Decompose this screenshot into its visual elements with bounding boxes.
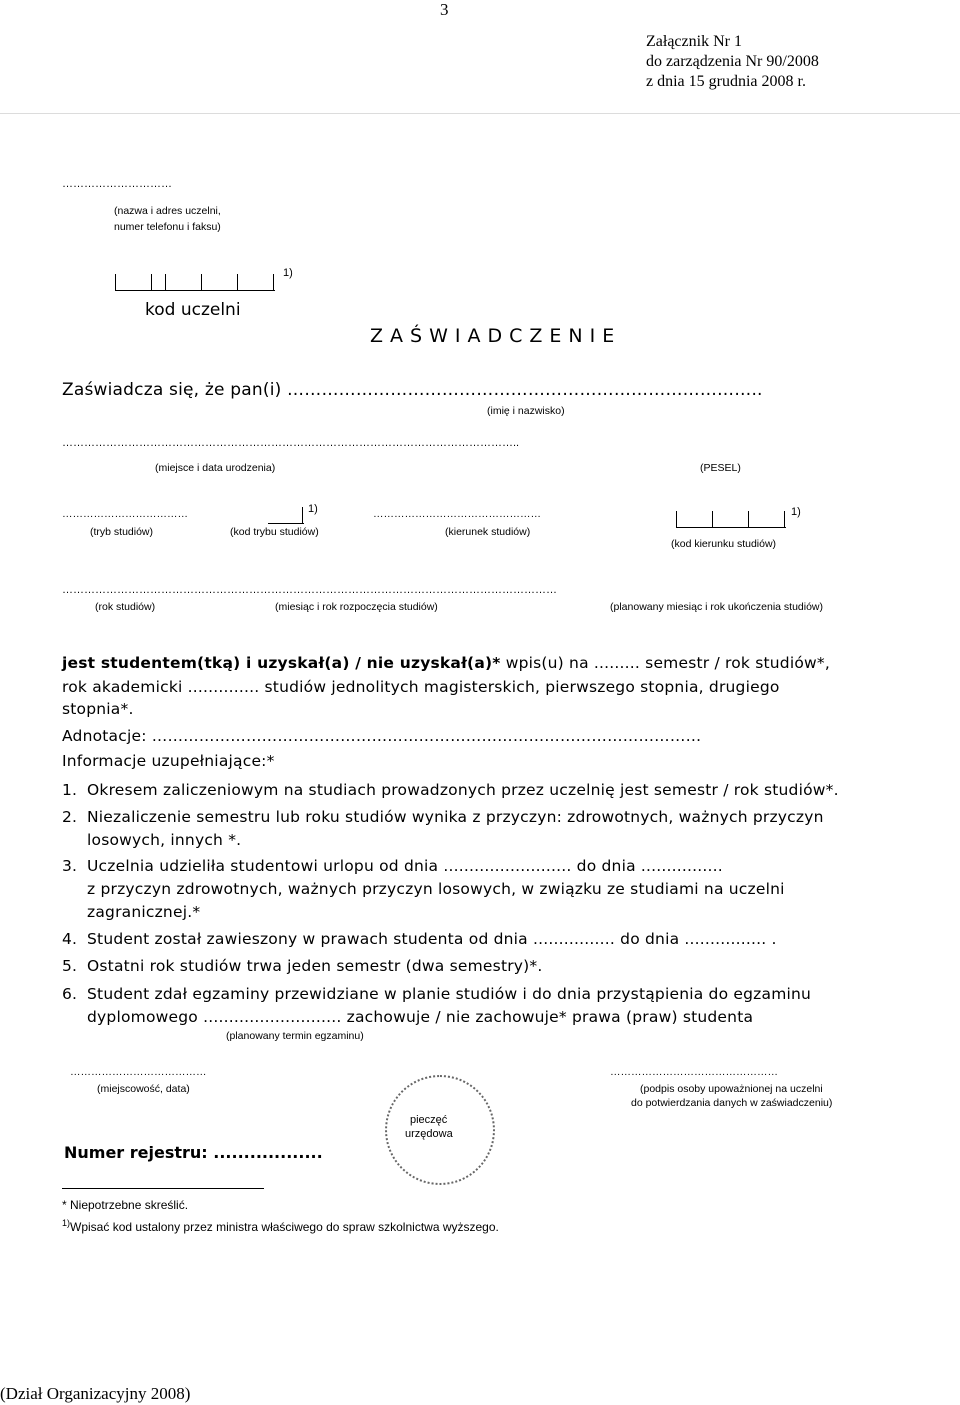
signature-caption-1: (podpis osoby upoważnionej na uczelni xyxy=(640,1083,823,1095)
university-code-footnote: 1) xyxy=(283,267,293,279)
planned-exam-caption: (planowany termin egzaminu) xyxy=(226,1030,364,1042)
status-bold-text: jest studentem(tką) i uzyskał(a) / nie uzyskał(a)* xyxy=(62,654,501,672)
signature-dots: ………………………………………… xyxy=(610,1066,778,1078)
item-5-line-1: Ostatni rok studiów trwa jeden semestr (dwa semestry)*. xyxy=(87,957,543,975)
year-dates-dots: ……………………………………………………………………………………………………………………… xyxy=(62,584,557,596)
major-code-footnote: 1) xyxy=(791,506,801,518)
university-caption-2: numer telefonu i faksu) xyxy=(114,221,221,233)
university-dots: ………………………… xyxy=(62,178,172,190)
item-number: 1. xyxy=(62,781,78,799)
annex-line-2: do zarządzenia Nr 90/2008 xyxy=(646,53,819,70)
certify-line: Zaświadcza się, że pan(i) ……………………………………………………………………….. xyxy=(62,380,763,400)
footnote-star: * Niepotrzebne skreślić. xyxy=(62,1198,189,1212)
scan-top-divider xyxy=(0,113,960,114)
university-code-boxes xyxy=(115,274,275,291)
item-3-line-1: Uczelnia udzieliła studentowi urlopu od dnia ......................... do dnia ................ xyxy=(87,857,723,875)
item-3-line-2: z przyczyn zdrowotnych, ważnych przyczyn losowych, w związku ze studiami na uczelni xyxy=(87,880,785,898)
major-code-caption: (kod kierunku studiów) xyxy=(671,538,777,550)
register-number: Numer rejestru: .................. xyxy=(64,1143,323,1162)
page-number: 3 xyxy=(440,0,449,19)
footnote-1-text: Wpisać kod ustalony przez ministra właściwego do spraw szkolnictwa wyższego. xyxy=(70,1220,499,1234)
pesel-caption: (PESEL) xyxy=(700,462,741,474)
footnote-1-mark: 1) xyxy=(62,1218,71,1228)
info-heading: Informacje uzupełniające:* xyxy=(62,752,275,770)
item-6-line-2: dyplomowego ........................... zachowuje / nie zachowuje* prawa (praw) studenta xyxy=(87,1008,754,1026)
item-4-line-1: Student został zawieszony w prawach studenta od dnia ................ do dnia ................ . xyxy=(87,930,777,948)
planned-end-caption: (planowany miesiąc i rok ukończenia studiów) xyxy=(610,601,824,613)
major-caption: (kierunek studiów) xyxy=(445,526,531,538)
mode-code-box xyxy=(268,507,304,524)
item-6-line-1: Student zdał egzaminy przewidziane w planie studiów i do dnia przystąpienia do egzaminu xyxy=(87,985,812,1003)
item-number: 5. xyxy=(62,957,78,975)
place-caption: (miejscowość, data) xyxy=(97,1083,190,1095)
status-paragraph-line-3: stopnia*. xyxy=(62,700,134,718)
annex-line-3: z dnia 15 grudnia 2008 r. xyxy=(646,73,806,90)
document-title: ZAŚWIADCZENIE xyxy=(370,325,622,347)
major-dots: ………………………………………… xyxy=(373,508,541,520)
item-2-line-1: Niezaliczenie semestru lub roku studiów wynika z przyczyn: zdrowotnych, ważnych przyczyn xyxy=(87,808,824,826)
footnote-divider xyxy=(62,1188,264,1189)
signature-caption-2: do potwierdzania danych w zaświadczeniu) xyxy=(631,1097,833,1109)
mode-code-footnote: 1) xyxy=(308,503,318,515)
page-footer: (Dział Organizacyjny 2008) xyxy=(0,1384,191,1403)
place-dots: ………………………………… xyxy=(70,1066,207,1078)
university-caption-1: (nazwa i adres uczelni, xyxy=(114,205,221,217)
item-number: 3. xyxy=(62,857,78,875)
birth-pesel-dots: …………………………………………………………………………………………………………….. xyxy=(62,437,520,449)
footnote-1 xyxy=(62,1218,499,1234)
item-number: 2. xyxy=(62,808,78,826)
status-rest-text: wpis(u) na ......... semestr / rok studiów*, xyxy=(500,654,830,672)
university-code-label: kod uczelni xyxy=(145,300,241,320)
item-2-line-2: losowych, innych *. xyxy=(87,831,242,849)
mode-dots: ……………………………… xyxy=(62,508,188,520)
item-number: 6. xyxy=(62,985,78,1003)
status-paragraph-line-1 xyxy=(62,654,830,672)
status-paragraph-line-2: rok akademicki .............. studiów jednolitych magisterskich, pierwszego stopnia, drugiego xyxy=(62,678,780,696)
stamp-text-line-2: urzędowa xyxy=(405,1128,453,1140)
name-caption: (imię i nazwisko) xyxy=(487,405,565,417)
item-1-line-1: Okresem zaliczeniowym na studiach prowadzonych przez uczelnię jest semestr / rok studiów*. xyxy=(87,781,839,799)
mode-caption: (tryb studiów) xyxy=(90,526,154,538)
annex-line-1: Załącznik Nr 1 xyxy=(646,33,742,50)
annotations-line: Adnotacje: …………………………………………………………………………………………… xyxy=(62,727,702,745)
stamp-text-line-1: pieczęć xyxy=(410,1114,448,1126)
start-caption: (miesiąc i rok rozpoczęcia studiów) xyxy=(275,601,438,613)
major-code-boxes xyxy=(676,511,786,528)
item-3-line-3: zagranicznej.* xyxy=(87,903,201,921)
year-caption: (rok studiów) xyxy=(95,601,156,613)
birth-caption: (miejsce i data urodzenia) xyxy=(155,462,276,474)
mode-code-caption: (kod trybu studiów) xyxy=(230,526,319,538)
item-number: 4. xyxy=(62,930,78,948)
